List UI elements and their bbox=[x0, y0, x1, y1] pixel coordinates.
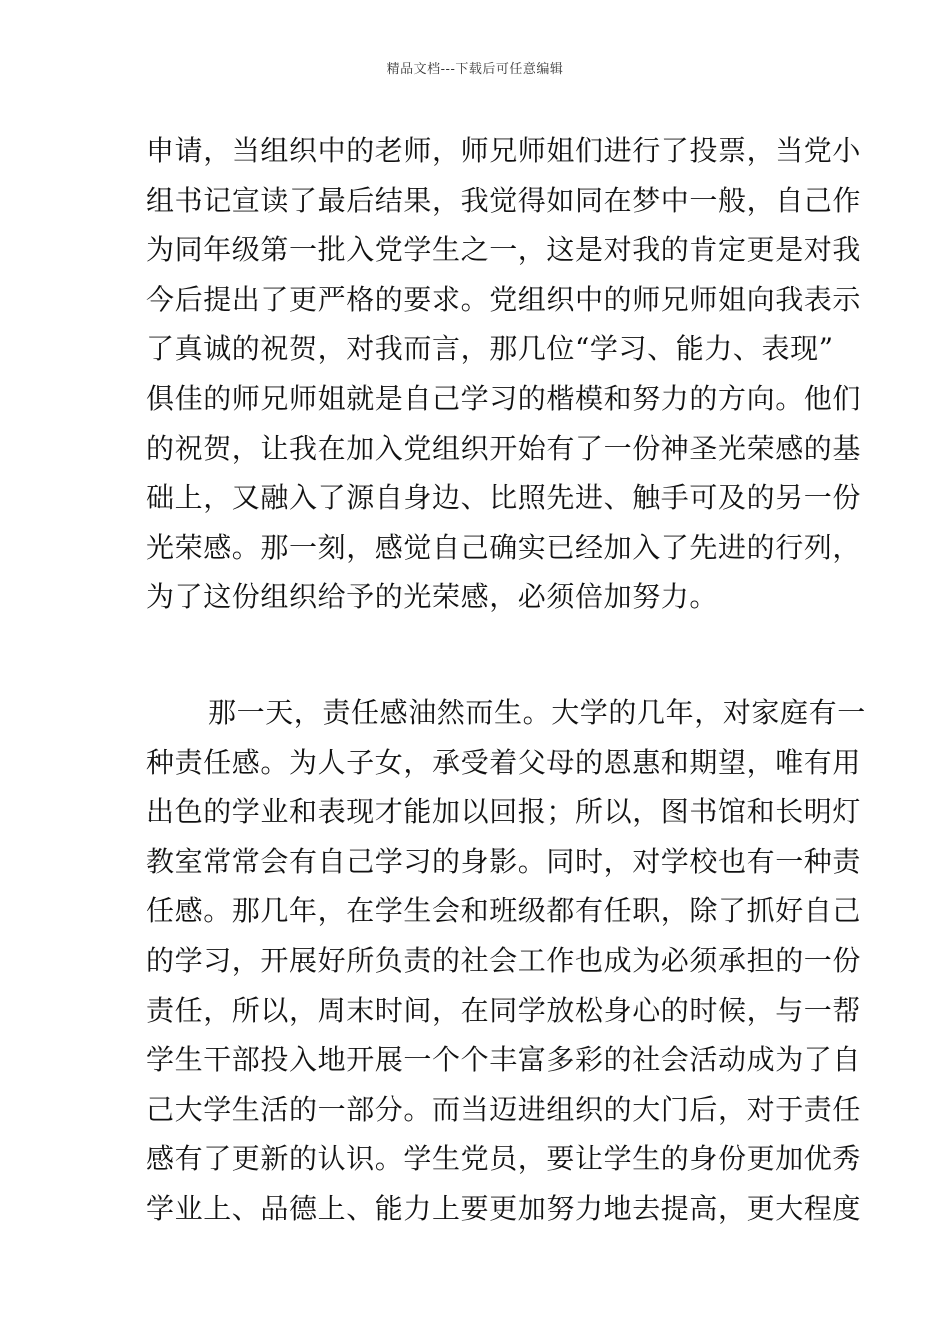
text-line: 申请，当组织中的老师，师兄师姐们进行了投票，当党小 bbox=[146, 134, 862, 167]
text-line: 组书记宣读了最后结果，我觉得如同在梦中一般，自己作 bbox=[146, 183, 862, 217]
text-line: 俱佳的师兄师姐就是自己学习的楷模和努力的方向。他们 bbox=[146, 381, 862, 415]
paragraph-2 bbox=[146, 688, 866, 1234]
text-line-indented: 那一天，责任感油然而生。大学的几年，对家庭有一 bbox=[208, 695, 866, 729]
paragraph-spacer bbox=[146, 622, 811, 688]
text-line: 学业上、品德上、能力上要更加努力地去提高，更大程度 bbox=[146, 1191, 862, 1225]
document-body bbox=[146, 126, 866, 1233]
text-line: 的学习，开展好所负责的社会工作也成为必须承担的一份 bbox=[146, 943, 862, 977]
text-line: 光荣感。那一刻，感觉自己确实已经加入了先进的行列， bbox=[146, 530, 862, 564]
text-line: 为同年级第一批入党学生之一，这是对我的肯定更是对我 bbox=[146, 233, 862, 267]
text-line: 责任，所以，周末时间，在同学放松身心的时候，与一帮 bbox=[146, 993, 862, 1027]
text-line: 了真诚的祝贺，对我而言，那几位“学习、能力、表现” bbox=[146, 332, 834, 366]
text-line: 为了这份组织给予的光荣感，必须倍加努力。 bbox=[146, 580, 719, 614]
page-header: 精品文档---下载后可任意编辑 bbox=[386, 62, 564, 77]
text-line: 今后提出了更严格的要求。党组织中的师兄师姐向我表示 bbox=[146, 282, 862, 316]
paragraph-1 bbox=[146, 126, 862, 622]
text-line: 础上，又融入了源自身边、比照先进、触手可及的另一份 bbox=[146, 481, 862, 515]
text-line: 学生干部投入地开展一个个丰富多彩的社会活动成为了自 bbox=[146, 1043, 862, 1077]
text-line: 任感。那几年，在学生会和班级都有任职，除了抓好自己 bbox=[146, 894, 862, 928]
text-line: 教室常常会有自己学习的身影。同时，对学校也有一种责 bbox=[146, 844, 862, 878]
text-line: 的祝贺，让我在加入党组织开始有了一份神圣光荣感的基 bbox=[146, 431, 862, 465]
text-line: 出色的学业和表现才能加以回报；所以，图书馆和长明灯 bbox=[146, 795, 862, 829]
text-line: 种责任感。为人子女，承受着父母的恩惠和期望，唯有用 bbox=[146, 745, 862, 779]
text-line: 己大学生活的一部分。而当迈进组织的大门后，对于责任 bbox=[146, 1092, 862, 1126]
text-line: 感有了更新的认识。学生党员，要让学生的身份更加优秀 bbox=[146, 1142, 862, 1176]
